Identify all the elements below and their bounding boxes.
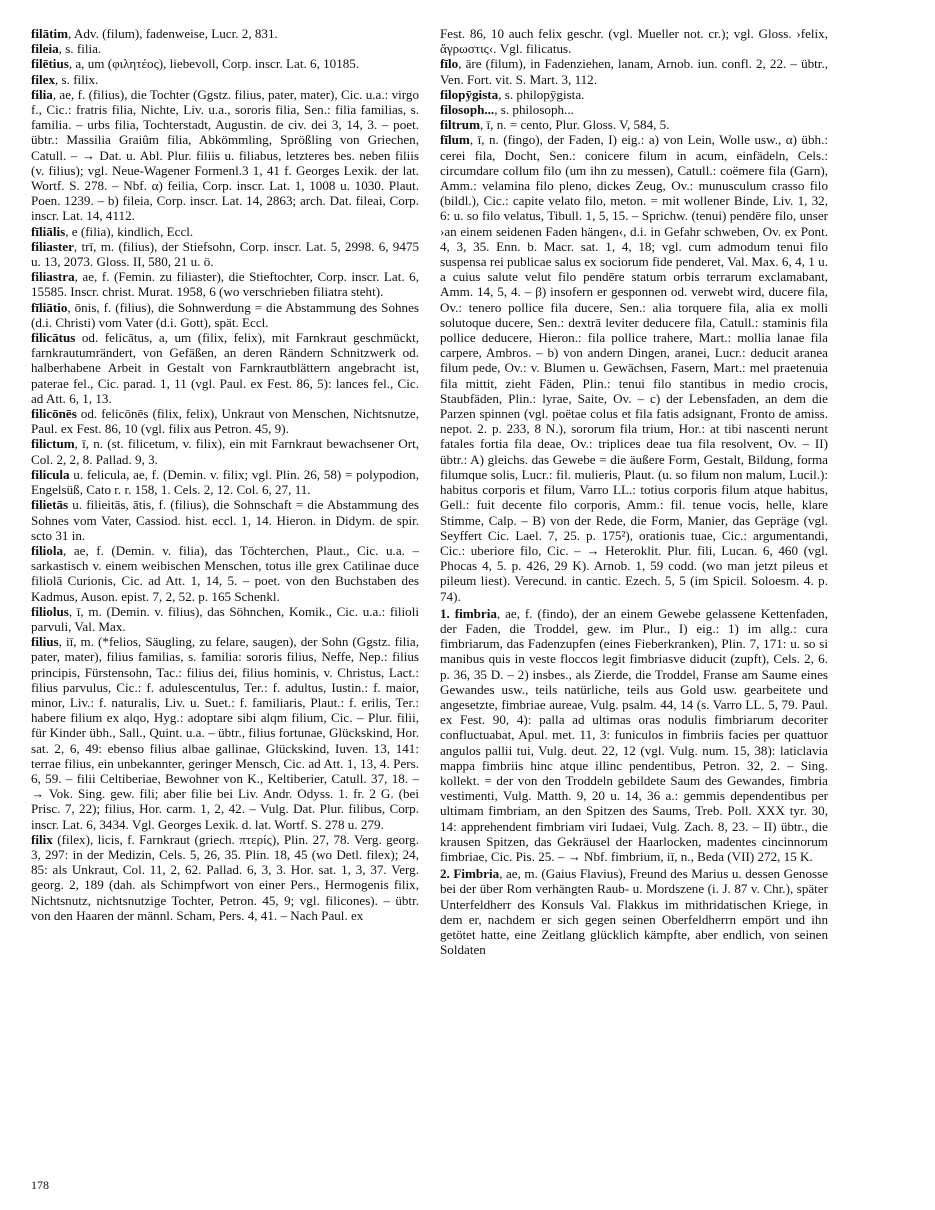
entry-headword: filiolus [31, 603, 69, 619]
dictionary-entry [440, 606, 828, 864]
dictionary-entry [31, 604, 419, 634]
entry-headword: fileia [31, 41, 59, 57]
entry-headword: filictum [31, 436, 75, 452]
entry-definition: , ae, f. (Demin. v. filia), das Töchterchen, Plaut., Cic. u.a. – sarkastisch v. einem weibischen Menschen, totus ille grex Catilinae duce filiolā Curionis, Cic. ad Att. 1, 14, 5. – poet. von den Buchstaben des Kadmus, Auson. epist. 7, 2, 52. p. 165 Schenkl. [31, 542, 419, 604]
entry-definition: , e (filia), kindlich, Eccl. [65, 223, 194, 239]
entry-definition: Fest. 86, 10 auch felix geschr. (vgl. Mueller not. cr.); vgl. Gloss. ›felix, ἄγρωστις‹. Vgl. filicatus. [440, 26, 828, 57]
entry-headword: filix [31, 831, 53, 847]
dictionary-entry [31, 87, 419, 224]
entry-definition: , ī, n. (fingo), der Faden, I) eig.: a) von Lein, Wolle usw., α) übh.: cerei fila, Docht, Sen.: conicere filum in acum, einfädeln, Cels.: circumdare collum filo (um ihn zu messen), Catull.: coëmere fila (Garn), Amm.: velamina filo pleno, dickes Zeug, Ov.: munusculum crasso filo (bildl.), Cic.: capite velato filo, meton. = mit wollener Binde, Liv. 1, 32, 6: u. so filo velatus, Tibull. 1, 5, 15. – Sprichw. (tenui) pendēre filo, unser ›an einem seidenen Faden hängen‹, d.i. in Gefahr schweben, Ov. ex Pont. 4, 3, 35. Enn. b. Macr. sat. 1, 4, 18; vgl. cum admodum tenui filo suspensa rei publicae salus ex sociorum fide penderet, Val. Max. 6, 4, 1 u. a cuius salute velut filo pendēre statum orbis terrarum exclamabant, Amm. 14, 5, 4. – β) insofern er gesponnen od. verwebt wird, ducere fila, Ov.: tenero pollice fila ducere, Sen.: alia torquere fila, alia ex molli solutoque ducere, Sen.: dextrā leviter deducere fila, Catull.: staminis fila pollice deducere, Hieron.: fila pollice trahere, Mart.: mollia lanae fila carpere, Ambros. – b) von andern Dingen, aranei, Lucr.: deducit aranea filum pede, Ov.: v. Blumen u. Gewächsen, Fasern, Mart.: mel praetenuia fila mittit, zieht Fäden, Plin.: tenui filo stantibus in medio crocis, Staubfäden, Plin.: lyrae, Saite, Ov. – c) der Lebensfaden, an dem die Parzen spinnen (vgl. poëtae colus et fila fatis adsignant, Fronto de amiss. nepot. 2. p. 233, 8 N.), sororum fila trium, Hor.: at tibi nascenti nerunt fatales fortia fila deae, Ov.: triplices deae tua fila resolvent, Ov. – II) übtr.: A) gleichs. das Gewebe = die äußere Form, Gestalt, Bildung, forma filumque solis, Lucr.: fil. mulieris, Plaut. (u. so filum non malum, Lucil.): habitus corporis et filum, Varro LL.: totius corporis filum atque habitus, Gell.: fuit decente filo corporis, Amm.: fil. tenue vocis, helle, klare Stimme, Calp. – B) von der Rede, die Form, Manier, das Gepräge (vgl. Seyffert Cic. Lael. 7, 25. p. 175²), orationis tuae, Cic.: argumentandi, Cic.: uberiore filo, Cic. – → Heteroklit. Plur. fili, Lucan. 6, 460 (vgl. Phocas 4, 5. p. 426, 29 K). Arnob. 1, 59 codd. (wo man jetzt pileus et pileum liest). Verecund. in cantic. Ezech. 5, 5 (im Spicil. Soloesm. 4. p. 74). [440, 132, 828, 604]
entry-headword: fīliālis [31, 223, 66, 239]
entry-headword: fīlo [440, 56, 459, 72]
dictionary-entry [31, 497, 419, 543]
entry-definition: , ī, n. (st. filicetum, v. filix), ein mit Farnkraut bewachsener Ort, Col. 2, 2, 8. Pallad. 9, 3. [31, 436, 419, 467]
dictionary-entry [31, 239, 419, 269]
page-number: 178 [31, 1178, 49, 1192]
entry-headword: filētius [31, 56, 69, 72]
entry-definition: , a, um (φιλητέος), liebevoll, Corp. inscr. Lat. 6, 10185. [68, 56, 360, 72]
entry-headword: filiaster [31, 238, 74, 254]
right-column [440, 26, 828, 1206]
entry-headword: filātim [31, 26, 69, 41]
entry-definition: , ōnis, f. (filius), die Sohnwerdung = die Abstammung des Sohnes (d.i. Christi) vom Vater (d.i. Gott), spät. Eccl. [31, 299, 419, 330]
entry-headword: filicātus [31, 330, 76, 346]
entry-definition: , s. filia. [58, 41, 102, 57]
dictionary-entry [440, 117, 828, 132]
entry-headword: filicula [31, 466, 70, 482]
dictionary-entry [31, 26, 419, 41]
dictionary-entry [440, 102, 828, 117]
entry-definition: , ae, f. (filius), die Tochter (Ggstz. filius, pater, mater), Cic. u.a.: virgo f., Cic.: fratris filia, Nichte, Liv. u.a., sororis filia, Sen.: filia familias, s. familia. – urbs filia, Tochterstadt, Augustin. de civ. dei 3, 14, 3. – poet. übtr.: Massilia Graiûm filia, Abkömmling, Sprößling von Griechen, Catull. – → Dat. u. Abl. Plur. filiis u. filiabus, letzteres bes. neben filiis (v. filius); vgl. Neue-Wagener Formenl.3 1, 41 f. Georges Lexik. der lat. Wortf. S. 278. – Nbf. α) feilia, Corp. inscr. Lat. 1, 1008 u. 1030. Plaut. Poen. 1239. – b) fileia, Corp. inscr. Lat. 14, 2863; arch. Dat. fileai, Corp. inscr. Lat. 14, 4112. [31, 86, 419, 224]
entry-definition: , ae, m. (Gaius Flavius), Freund des Marius u. dessen Genosse bei der über Rom verhängten Raub- u. Mordszene (i. J. 87 v. Chr.), später Unterfeldherr des Konsuls Val. Flakkus im mithridatischen Kriege, in dem er, nachdem er sich gegen seinen Oberfeldherrn empört und ihn getötet hatte, eine Zeitlang glücklich kämpfte, aber endlich, von seinen Soldaten [440, 866, 828, 958]
dictionary-entry [31, 269, 419, 299]
entry-definition: u. filieitās, ātis, f. (filius), die Sohnschaft = die Abstammung des Sohnes vom Vater, Cassiod. hist. eccl. 1, 14. Hieron. in Didym. de spir. scto 31 in. [31, 497, 419, 543]
dictionary-entry [31, 41, 419, 56]
entry-headword: filius [31, 634, 59, 650]
dictionary-entry [31, 72, 419, 87]
entry-headword: filtrum [440, 117, 480, 133]
entry-headword: fīlum [440, 132, 470, 148]
entry-definition: , s. filix. [55, 71, 99, 87]
dictionary-entry [31, 300, 419, 330]
entry-headword: filiastra [31, 269, 75, 285]
dictionary-entry [31, 634, 419, 832]
entry-headword: filiola [31, 542, 64, 558]
entry-definition: , āre (filum), in Fadenziehen, lanam, Arnob. iun. confl. 2, 22. – übtr., Ven. Fort. vit. S. Mart. 3, 112. [440, 56, 828, 87]
dictionary-entry [31, 467, 419, 497]
entry-headword: filopȳgista [440, 86, 499, 102]
entry-definition: (filex), licis, f. Farnkraut (griech. πτερίς), Plin. 27, 78. Verg. georg. 3, 297: in der Medizin, Cels. 5, 26, 35. Plin. 18, 45 (wo Detl. filex); 24, 85: als Unkraut, Col. 11, 2, 62. Pallad. 6, 3, 3. Hor. sat. 1, 3, 37. Verg. georg. 2, 189 (dah. als Schimpfwort von einer Pers., Hermogenis filix, Nichtsnutz, nichtsnutzige Tochter, Petron. 45, 9; vgl. filicones). – übtr. von den Haaren der männl. Scham, Pers. 4, 41. – Nach Paul. ex [31, 831, 419, 923]
dictionary-entry [31, 330, 419, 406]
entry-definition: , ae, f. (Femin. zu filiaster), die Stieftochter, Corp. inscr. Lat. 6, 15585. Inscr. christ. Murat. 1958, 6 (wo verschrieben filiatra steht). [31, 269, 419, 300]
entry-definition: od. felicōnēs (filix, felix), Unkraut von Menschen, Nichtsnutze, Paul. ex Fest. 86, 10 (vgl. filix aus Petron. 45, 9). [31, 406, 419, 437]
entry-headword: filietās [31, 497, 69, 513]
dictionary-entry [440, 866, 828, 957]
entry-definition: , ī, n. = cento, Plur. Gloss. V, 584, 5. [480, 117, 670, 133]
dictionary-entry [31, 224, 419, 239]
entry-headword: filex [31, 71, 55, 87]
entry-headword: 1. fimbria [440, 605, 497, 621]
entry-definition: , ī, m. (Demin. v. filius), das Söhnchen, Komik., Cic. u.a.: filioli parvuli, Val. Max. [31, 603, 419, 634]
dictionary-entry [31, 543, 419, 604]
entry-definition: , s. philopȳgista. [498, 86, 585, 102]
dictionary-entry [440, 26, 828, 56]
entry-definition: , Adv. (filum), fadenweise, Lucr. 2, 831. [68, 26, 278, 41]
dictionary-entry [31, 832, 419, 923]
entry-definition: od. felicātus, a, um (filix, felix), mit Farnkraut geschmückt, farnkrautumrändert, von Gefäßen, an deren Rändern Schnitzwerk od. halberhabene Arbeit in Gestalt von Farnkrautblättern angebracht ist, paterae fel., Cic. parad. 1, 11 (vgl. Paul. ex Fest. 86, 5): lances fel., Cic. ad Att. 6, 1, 13. [31, 330, 419, 406]
entry-definition: , s. philosoph... [494, 102, 574, 118]
dictionary-entry [440, 87, 828, 102]
dictionary-entry [31, 56, 419, 71]
entry-definition: , iī, m. (*felios, Säugling, zu felare, saugen), der Sohn (Ggstz. filia, pater, mater), filius familias, s. familia: sororis filius, Neffe, Nep.: filius principis, Fürstensohn, Tac.: filius dei, filius hominis, v. Christus, Lact.: filius parvulus, Cic.: f. adulescentulus, Ter.: f. adultus, Iustin.: f. maior, minor, Liv.: f. naturalis, Liv. u. Suet.: f. familiaris, Plaut.: f. erilis, Ter.: habere filium ex alqo, Hyg.: adoptare sibi alqm filium, Cic. – Plur. filii, für Kinder übh., Sall., Quint. u.a. – übtr., filius fortunae, Glückskind, Hor. sat. 2, 6, 49: ebenso filius albae gallinae, Glückskind, Iuven. 13, 141: terrae filius, ein unbekannter, geringer Mensch, Cic. ad Att. 1, 13, 4. Pers. 6, 59. – filii Celtiberiae, Bewohner von K., Keltiberier, Catull. 37, 18. – → Vok. Sing. gew. fili; aber filie bei Liv. Andr. Odyss. 1. fr. 2 G. (bei Prisc. 7, 22); filius, Hor. carm. 1, 2, 42. – Vulg. Dat. Plur. filibus, Corp. inscr. Lat. 6, 3434. Vgl. Georges Lexik. d. lat. Wortf. S. 278 u. 279. [31, 634, 419, 832]
dictionary-entry [31, 436, 419, 466]
entry-definition: , trī, m. (filius), der Stiefsohn, Corp. inscr. Lat. 5, 2998. 6, 9475 u. 13, 2073. Gloss. II, 580, 21 u. ö. [31, 238, 419, 270]
entry-headword: filosoph... [440, 102, 495, 118]
dictionary-entry [440, 56, 828, 86]
entry-definition: u. felicula, ae, f. (Demin. v. filix; vgl. Plin. 26, 58) = polypodion, Engelsüß, Cato r. r. 158, 1. Cels. 2, 12. Col. 6, 27, 11. [31, 466, 419, 498]
dictionary-entry [440, 132, 828, 603]
entry-definition: , ae, f. (findo), der an einem Gewebe gelassene Kettenfaden, der Faden, die Troddel, gew. im Plur., I) eig.: 1) im allg.: cura fimbriarum, das Fadenzupfen (eines Fieberkranken), Plin. 7, 171: u. so si manibus quis in veste floccos legit fimbriasve diducit (zupft), Cels. 2, 6. p. 36, 35 D. – 2) insbes., als Zierde, die Troddel, Franse am Saume eines Gewandes usw., teils natürliche, teils aus Gold usw. gearbeitete und angesetzte, fimbriae aureae, Vulg. psalm. 44, 14 (s. Varro LL. 5, 79. Paul. ex Fest. 90, 4): palla ad ultimas oras nodulis fimbriarum decoriter confluctuabat, Apul. met. 11, 3: funiculos in fimbriis facies per quattuor angulos pallii tui, Vulg. deut. 22, 12 (vgl. Vulg. num. 15, 38): laticlavia mappa fimbriis hinc atque illinc pendentibus, Petron. 32, 2. – Sing. kollekt. = der von den Troddeln gebildete Saum des Gewandes, fimbria vestimenti, Vulg. Matth. 9, 20 u. 14, 36 a.: gemmis dependentibus per ultimam fimbriam, an den Spitzen des Saums, Treb. Poll. XXX tyr. 30, 14: apprehendent fimbriam viri Iudaei, Vulg. Zach. 8, 23. – II) übtr., die krausen Spitzen, das Gekräusel der Haarlocken, madentes cincinnorum fimbriae, Cic. Pis. 25. – → Nbf. fimbrium, iī, n., Beda (VII) 272, 15 K. [440, 605, 828, 864]
entry-headword: fīliātio [31, 299, 68, 315]
entry-headword: 2. Fimbria [440, 866, 500, 882]
entry-headword: filicōnēs [31, 406, 77, 422]
left-column [31, 26, 419, 1176]
entry-headword: filia [31, 86, 53, 102]
dictionary-entry [31, 406, 419, 436]
